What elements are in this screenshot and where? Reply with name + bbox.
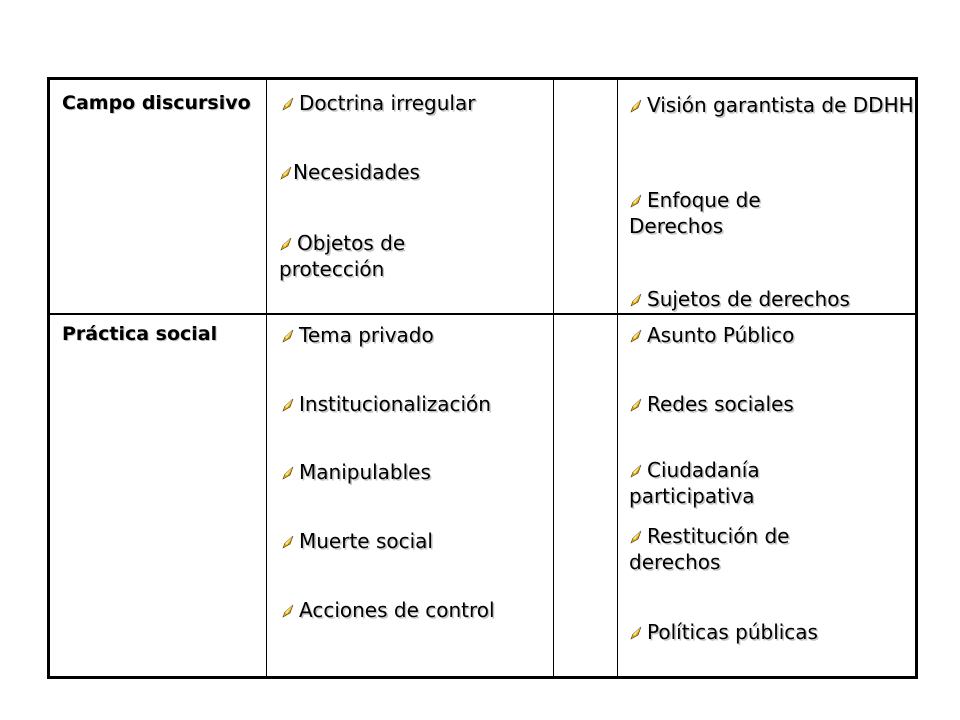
diamond-star-bullet-icon bbox=[629, 99, 643, 113]
diamond-star-bullet-icon bbox=[281, 329, 295, 343]
diamond-star-bullet-icon bbox=[281, 97, 295, 111]
list-item: Objetos de protección bbox=[279, 231, 406, 281]
list-item: Manipulables bbox=[281, 459, 551, 485]
diamond-star-bullet-icon bbox=[279, 166, 293, 180]
list-item: Redes sociales bbox=[629, 391, 914, 417]
diamond-star-bullet-icon bbox=[629, 626, 643, 640]
list-item: Doctrina irregular bbox=[281, 90, 551, 116]
right-items-cell bbox=[618, 79, 917, 314]
comparison-table bbox=[47, 77, 918, 679]
diamond-star-bullet-icon bbox=[629, 194, 643, 208]
left-items-cell bbox=[267, 314, 554, 678]
list-item: Institucionalización bbox=[281, 391, 551, 417]
diamond-star-bullet-icon bbox=[281, 535, 295, 549]
diamond-star-bullet-icon bbox=[629, 530, 643, 544]
list-item: Visión garantista de DDHH bbox=[629, 92, 914, 118]
row-label-cell bbox=[49, 314, 267, 678]
table-row-campo-discursivo bbox=[49, 79, 917, 314]
empty-cell bbox=[554, 314, 618, 678]
row-label: Campo discursivo bbox=[62, 92, 251, 114]
right-items-cell bbox=[618, 314, 917, 678]
list-item: Asunto Público bbox=[629, 322, 914, 348]
list-item: Sujetos de derechos bbox=[629, 286, 914, 312]
diamond-star-bullet-icon bbox=[629, 293, 643, 307]
list-item: Enfoque de Derechos bbox=[629, 188, 761, 238]
diamond-star-bullet-icon bbox=[629, 464, 643, 478]
list-item: Muerte social bbox=[281, 528, 551, 554]
diamond-star-bullet-icon bbox=[281, 398, 295, 412]
list-item: Tema privado bbox=[281, 322, 551, 348]
diamond-star-bullet-icon bbox=[281, 466, 295, 480]
empty-cell bbox=[554, 79, 618, 314]
diamond-star-bullet-icon bbox=[279, 237, 293, 251]
row-label: Práctica social bbox=[62, 322, 218, 345]
list-item: Restitución de derechos bbox=[629, 523, 790, 574]
list-item: Ciudadanía participativa bbox=[629, 457, 760, 508]
list-item: Políticas públicas bbox=[629, 619, 914, 645]
diamond-star-bullet-icon bbox=[629, 398, 643, 412]
table-row-practica-social bbox=[49, 314, 917, 678]
list-item: Acciones de control bbox=[281, 597, 551, 623]
left-items-cell bbox=[267, 79, 554, 314]
list-item: Necesidades bbox=[279, 159, 549, 185]
diamond-star-bullet-icon bbox=[281, 604, 295, 618]
diamond-star-bullet-icon bbox=[629, 329, 643, 343]
row-label-cell bbox=[49, 79, 267, 314]
